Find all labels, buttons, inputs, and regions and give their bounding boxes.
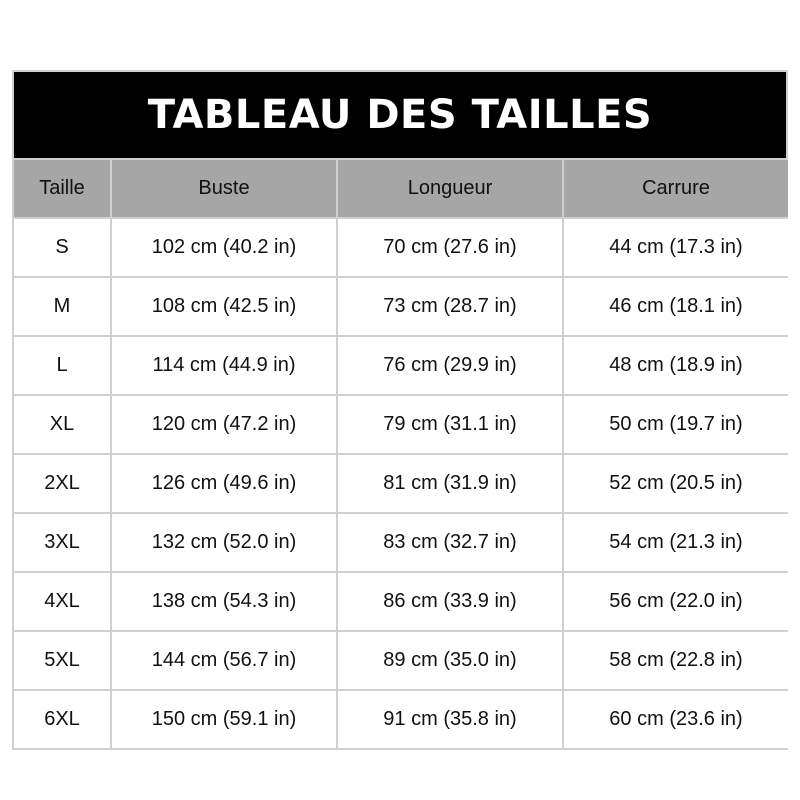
cell-size: XL [14, 395, 111, 454]
cell-size: 3XL [14, 513, 111, 572]
cell-size: M [14, 277, 111, 336]
cell-buste: 102 cm (40.2 in) [111, 218, 337, 277]
header-taille: Taille [14, 159, 111, 218]
table-row [14, 395, 788, 454]
cell-size: 6XL [14, 690, 111, 748]
cell-carrure: 46 cm (18.1 in) [563, 277, 788, 336]
cell-carrure: 50 cm (19.7 in) [563, 395, 788, 454]
cell-buste: 114 cm (44.9 in) [111, 336, 337, 395]
cell-size: 2XL [14, 454, 111, 513]
table-row [14, 572, 788, 631]
size-chart [12, 70, 788, 750]
table-row [14, 218, 788, 277]
cell-size: 4XL [14, 572, 111, 631]
cell-carrure: 44 cm (17.3 in) [563, 218, 788, 277]
cell-carrure: 58 cm (22.8 in) [563, 631, 788, 690]
cell-buste: 108 cm (42.5 in) [111, 277, 337, 336]
cell-size: L [14, 336, 111, 395]
cell-longueur: 89 cm (35.0 in) [337, 631, 563, 690]
cell-buste: 150 cm (59.1 in) [111, 690, 337, 748]
chart-title: TABLEAU DES TAILLES [14, 72, 786, 158]
header-buste: Buste [111, 159, 337, 218]
cell-longueur: 73 cm (28.7 in) [337, 277, 563, 336]
cell-buste: 144 cm (56.7 in) [111, 631, 337, 690]
table-row [14, 513, 788, 572]
table-row [14, 336, 788, 395]
cell-size: 5XL [14, 631, 111, 690]
cell-carrure: 52 cm (20.5 in) [563, 454, 788, 513]
cell-buste: 138 cm (54.3 in) [111, 572, 337, 631]
table-row [14, 690, 788, 748]
cell-size: S [14, 218, 111, 277]
cell-longueur: 81 cm (31.9 in) [337, 454, 563, 513]
table-row [14, 631, 788, 690]
cell-carrure: 56 cm (22.0 in) [563, 572, 788, 631]
size-table [14, 158, 788, 748]
cell-buste: 120 cm (47.2 in) [111, 395, 337, 454]
table-row [14, 454, 788, 513]
cell-longueur: 86 cm (33.9 in) [337, 572, 563, 631]
cell-buste: 126 cm (49.6 in) [111, 454, 337, 513]
cell-buste: 132 cm (52.0 in) [111, 513, 337, 572]
cell-carrure: 60 cm (23.6 in) [563, 690, 788, 748]
cell-longueur: 79 cm (31.1 in) [337, 395, 563, 454]
cell-longueur: 83 cm (32.7 in) [337, 513, 563, 572]
header-longueur: Longueur [337, 159, 563, 218]
header-carrure: Carrure [563, 159, 788, 218]
cell-longueur: 76 cm (29.9 in) [337, 336, 563, 395]
table-row [14, 277, 788, 336]
cell-longueur: 91 cm (35.8 in) [337, 690, 563, 748]
cell-carrure: 48 cm (18.9 in) [563, 336, 788, 395]
cell-longueur: 70 cm (27.6 in) [337, 218, 563, 277]
header-row [14, 159, 788, 218]
cell-carrure: 54 cm (21.3 in) [563, 513, 788, 572]
